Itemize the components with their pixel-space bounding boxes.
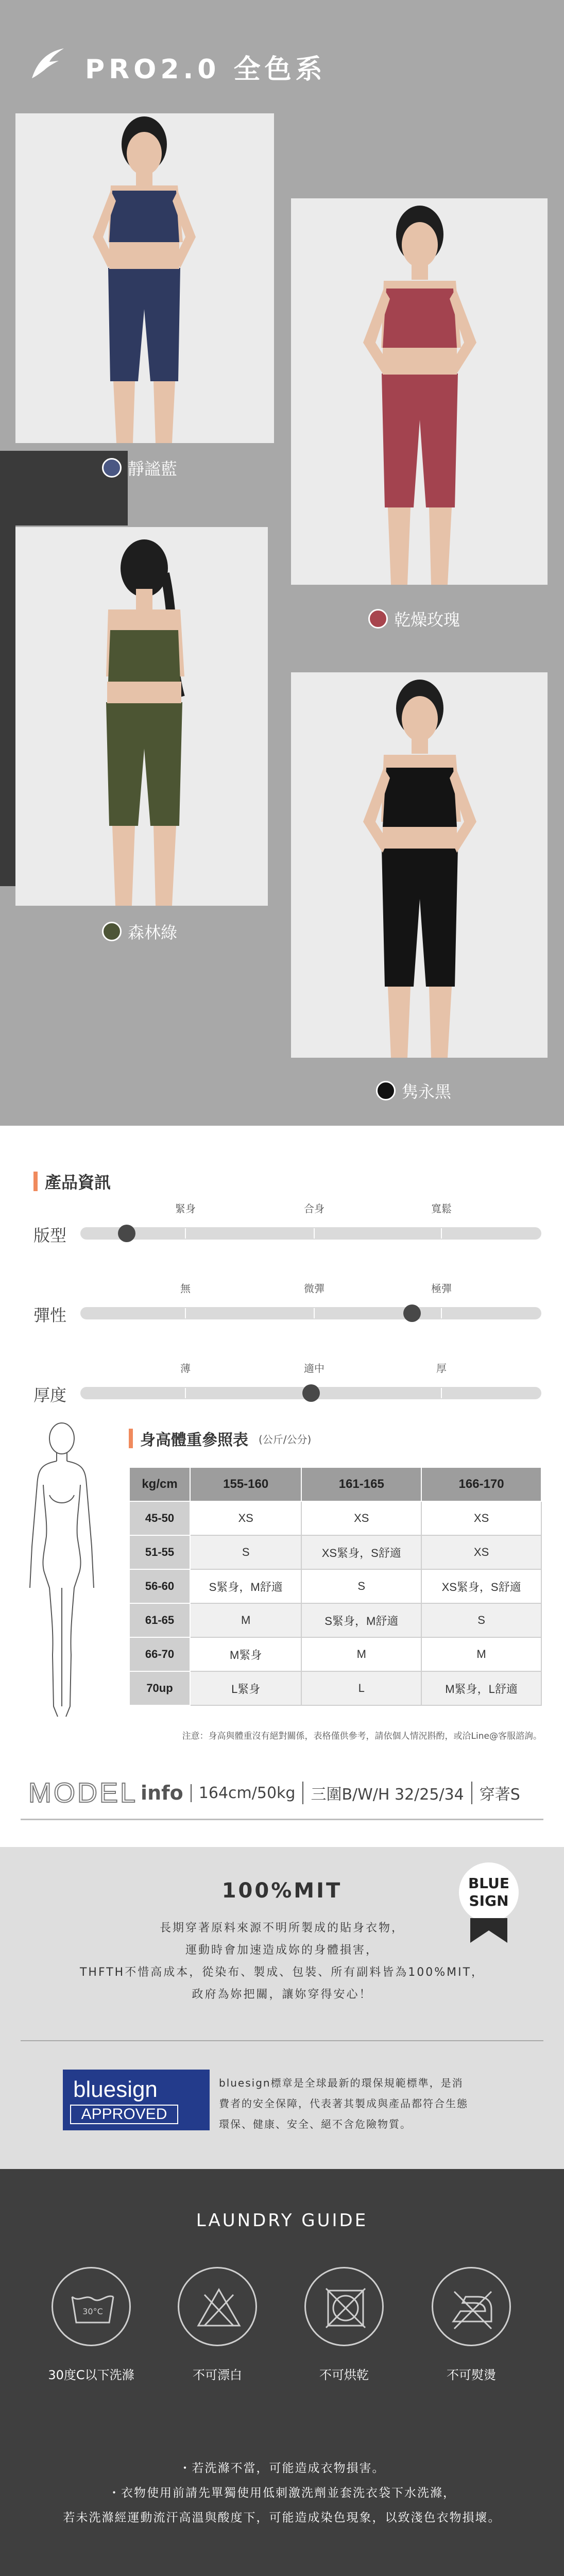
- collection-title: PRO2.0 全色系: [85, 54, 327, 85]
- table-row: [129, 1603, 541, 1637]
- color-swatch-black: [376, 1081, 396, 1100]
- size-chart-heading: [129, 1427, 311, 1450]
- color-name: 乾燥玫瑰: [394, 610, 460, 630]
- product-info-section: [0, 1126, 564, 1847]
- color-label-rose: [368, 607, 460, 631]
- fit-tick-label-2: 合身: [304, 1202, 324, 1215]
- model-label: MODEL: [28, 1777, 138, 1808]
- bluesign-text-line: 費者的安全保障，代表著其製成與產品都符合生態: [219, 2097, 468, 2110]
- size-cell: XS緊身，S舒適: [421, 1569, 541, 1603]
- product-info-title: 產品資訊: [45, 1173, 111, 1192]
- size-cell: S: [301, 1569, 421, 1603]
- thickness-scale: [31, 1355, 541, 1417]
- color-label-black: [376, 1079, 451, 1103]
- product-photo-navy: [15, 113, 274, 443]
- badge-line-1: BLUE: [468, 1875, 510, 1892]
- product-photo-black: [291, 672, 548, 1058]
- track-tick: [441, 1388, 442, 1398]
- size-cell: S緊身，M舒適: [190, 1569, 301, 1603]
- thickness-label: 厚度: [33, 1385, 67, 1405]
- elasticity-scale: [31, 1275, 541, 1337]
- size-cell: M緊身，L舒適: [421, 1671, 541, 1705]
- thickness-tick-label-2: 適中: [304, 1362, 324, 1375]
- badge-line-2: SIGN: [469, 1892, 509, 1909]
- dark-accent-strip: [0, 526, 15, 886]
- table-row: [129, 1501, 541, 1535]
- track-tick: [185, 1308, 186, 1318]
- no-tumble-dry-icon: [320, 2282, 371, 2334]
- mit-section: [0, 1847, 564, 2169]
- care-label: 30度C以下洗滌: [48, 2368, 134, 2382]
- size-cell: M: [301, 1637, 421, 1671]
- size-chart-note: 注意：身高與體重沒有絕對關係，表格僅供參考，請依個人情況斟酌，或洽Line@客服諮詢。: [182, 1731, 542, 1741]
- mit-text-line: 長期穿著原料來源不明所製成的貼身衣物，: [159, 1922, 404, 1935]
- divider: [21, 2040, 543, 2041]
- divider: [21, 1819, 543, 1820]
- mit-text-line: THFTH不惜高成本，從染布、製成、包裝、所有副料皆為100%MIT，: [79, 1966, 485, 1979]
- table-header-cell: 161-165: [301, 1467, 421, 1501]
- weight-cell: 70up: [129, 1671, 190, 1705]
- size-cell: XS: [301, 1501, 421, 1535]
- fit-indicator: [118, 1225, 135, 1242]
- bluesign-text-line: 環保、健康、安全、絕不含危險物質。: [219, 2118, 412, 2130]
- size-cell: M: [190, 1603, 301, 1637]
- size-cell: S: [421, 1603, 541, 1637]
- heading-accent-bar: [33, 1172, 38, 1191]
- table-row: [129, 1535, 541, 1569]
- laundry-warning-line: ・若洗滌不當，可能造成衣物損害。: [179, 2462, 385, 2475]
- laundry-warning-line: 若未洗滌經運動流汗高溫與酸度下，可能造成染色現象，以致淺色衣物損壞。: [63, 2511, 501, 2524]
- care-icon-ring: [304, 2267, 384, 2346]
- size-chart-title: 身高體重參照表: [140, 1431, 248, 1449]
- track-tick: [185, 1228, 186, 1239]
- thickness-tick-label-1: 薄: [180, 1362, 191, 1375]
- blue-sign-badge: [457, 1862, 521, 1945]
- model-info: [28, 1777, 527, 1808]
- bluesign-logo-text: bluesign: [73, 2077, 158, 2102]
- elasticity-tick-label-2: 微彈: [304, 1282, 324, 1295]
- size-cell: XS緊身，S舒適: [301, 1535, 421, 1569]
- table-header-cell: kg/cm: [129, 1467, 190, 1501]
- weight-cell: 56-60: [129, 1569, 190, 1603]
- color-label-green: [102, 920, 177, 943]
- color-name: 隽永黑: [402, 1082, 452, 1101]
- table-header-cell: 155-160: [190, 1467, 301, 1501]
- track-tick: [441, 1308, 442, 1318]
- care-label: 不可烘乾: [319, 2368, 369, 2382]
- thickness-indicator: [302, 1384, 320, 1402]
- table-row: [129, 1569, 541, 1603]
- model-size-worn: 穿著S: [471, 1782, 527, 1804]
- model-measurements: 三圍B/W/H 32/25/34: [302, 1782, 471, 1804]
- care-label: 不可漂白: [193, 2368, 242, 2382]
- color-swatch-navy: [102, 458, 122, 478]
- weight-cell: 61-65: [129, 1603, 190, 1637]
- color-label-navy: [102, 456, 177, 480]
- bluesign-logo: [63, 2070, 210, 2130]
- care-icon-ring: [432, 2267, 511, 2346]
- brand-logo-icon: [30, 46, 66, 82]
- elasticity-label: 彈性: [33, 1306, 67, 1325]
- care-icon-ring: [52, 2267, 131, 2346]
- fit-tick-label-1: 緊身: [175, 1202, 196, 1215]
- color-name: 森林綠: [128, 923, 178, 942]
- table-header-cell: 166-170: [421, 1467, 541, 1501]
- color-swatch-rose: [368, 609, 388, 629]
- color-swatch-green: [102, 922, 122, 941]
- elasticity-tick-label-3: 極彈: [431, 1282, 452, 1295]
- care-label: 不可熨燙: [447, 2368, 496, 2382]
- no-iron-icon: [447, 2282, 499, 2334]
- wash-temp: 30°C: [82, 2307, 103, 2316]
- mit-title: 100%MIT: [221, 1879, 343, 1903]
- care-item-bleach: [166, 2267, 269, 2401]
- weight-cell: 51-55: [129, 1535, 190, 1569]
- weight-cell: 66-70: [129, 1637, 190, 1671]
- wash-30-icon: [67, 2282, 118, 2334]
- product-photo-green: [15, 527, 268, 906]
- fit-scale: [31, 1195, 541, 1257]
- product-info-heading: [33, 1170, 111, 1193]
- track-tick: [314, 1308, 315, 1318]
- table-row: [129, 1637, 541, 1671]
- track-tick: [441, 1228, 442, 1239]
- color-name: 靜謐藍: [128, 459, 178, 479]
- weight-cell: 45-50: [129, 1501, 190, 1535]
- bluesign-logo-sub: APPROVED: [70, 2105, 178, 2124]
- care-icon-ring: [178, 2267, 257, 2346]
- fit-label: 版型: [33, 1226, 67, 1245]
- track-tick: [314, 1228, 315, 1239]
- product-photo-rose: [291, 198, 548, 585]
- fit-track: [80, 1227, 541, 1240]
- size-cell: S: [190, 1535, 301, 1569]
- laundry-guide-section: [0, 2169, 564, 2576]
- bluesign-text-line: bluesign標章是全球最新的環保規範標準，是消: [219, 2077, 464, 2089]
- size-cell: L: [301, 1671, 421, 1705]
- heading-accent-bar: [129, 1429, 133, 1448]
- size-chart-table: [129, 1467, 542, 1706]
- size-chart-unit: (公斤/公分): [259, 1433, 312, 1446]
- size-cell: S緊身，M舒適: [301, 1603, 421, 1637]
- track-tick: [185, 1388, 186, 1398]
- mit-text-line: 運動時會加速造成妳的身體損害，: [185, 1944, 379, 1957]
- table-header-row: [129, 1467, 541, 1501]
- care-item-dry: [293, 2267, 396, 2401]
- mit-text-line: 政府為妳把關，讓妳穿得安心！: [192, 1988, 372, 2001]
- laundry-guide-title: LAUNDRY GUIDE: [196, 2210, 368, 2231]
- no-bleach-icon: [193, 2282, 245, 2334]
- body-outline-illustration: [21, 1418, 103, 1727]
- size-cell: M: [421, 1637, 541, 1671]
- size-cell: XS: [421, 1535, 541, 1569]
- table-row: [129, 1671, 541, 1705]
- care-item-iron: [420, 2267, 523, 2401]
- size-cell: M緊身: [190, 1637, 301, 1671]
- size-cell: XS: [190, 1501, 301, 1535]
- elasticity-track: [80, 1307, 541, 1319]
- laundry-warning-line: ・衣物使用前請先單獨使用低刺激洗劑並套洗衣袋下水洗滌，: [108, 2486, 456, 2500]
- color-showcase: [0, 0, 564, 1126]
- model-height-weight: 164cm/50kg: [191, 1784, 303, 1802]
- size-cell: XS: [421, 1501, 541, 1535]
- fit-tick-label-3: 寬鬆: [431, 1202, 452, 1215]
- elasticity-tick-label-1: 無: [180, 1282, 191, 1295]
- thickness-tick-label-3: 厚: [436, 1362, 447, 1375]
- size-cell: L緊身: [190, 1671, 301, 1705]
- model-sublabel: info: [141, 1782, 183, 1804]
- care-item-wash: [40, 2267, 143, 2401]
